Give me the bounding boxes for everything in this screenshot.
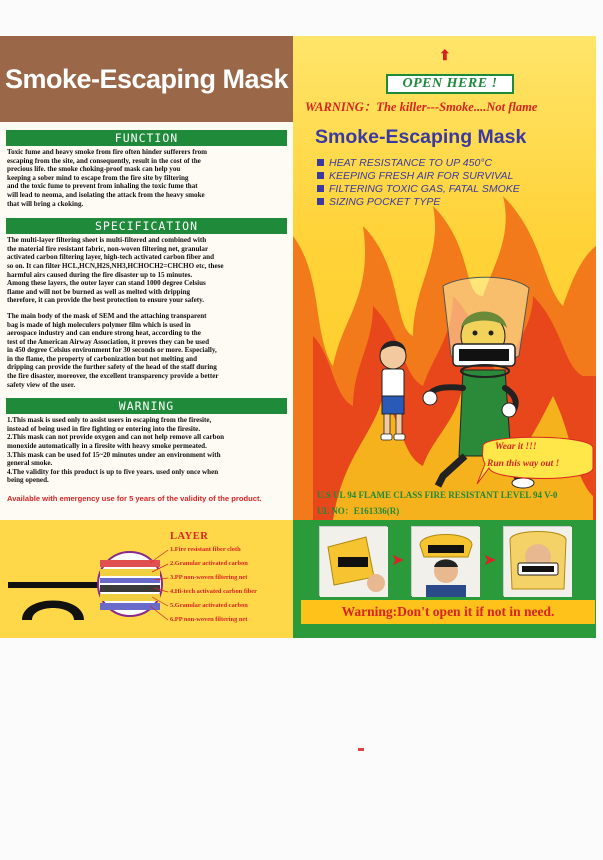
ul-number: UL NO：E161336(R) xyxy=(317,506,400,516)
function-heading: FUNCTION xyxy=(114,131,179,145)
step-arrow-icon: ➤ xyxy=(391,552,405,569)
list-item: 2.This mask can not provide oxygen and can not help remove all carbon xyxy=(7,433,225,442)
text-line: safety view of the user. xyxy=(7,380,76,389)
instructions-panel xyxy=(293,520,596,638)
feature-text: HEAT RESISTANCE TO UP 450°C xyxy=(329,156,493,169)
list-item xyxy=(317,195,520,208)
function-text xyxy=(0,148,293,208)
text-line: activated carbon filtering layer, high-tech activated carbon fiber and xyxy=(7,253,215,262)
layer-label: 5.Granular activated carbon xyxy=(170,602,248,609)
left-title: Smoke-Escaping Mask xyxy=(4,63,289,94)
ul-certification: U.S UL 94 FLAME CLASS FIRE RESISTANT LEVEL 94 V-0 xyxy=(317,490,558,500)
step-photo-3 xyxy=(503,526,571,596)
list-item: 3.This mask can be used fof 15~20 minutes under an environment with xyxy=(7,450,221,459)
text-line: The multi-layer filtering sheet is multi-filtered and combined with xyxy=(7,236,207,245)
layer-label: 2.Granular activated carbon xyxy=(170,560,248,567)
bubble-text-1: Wear it !!! xyxy=(495,442,537,452)
text-line: Among these layers, the outer layer can stand 1000 degree Celsius xyxy=(7,279,206,288)
text-line: The main body of the mask of SEM and the attaching transparent xyxy=(7,311,207,320)
text-line: keeping a sober mind to escape from the fire site by filtering xyxy=(7,173,189,182)
list-item: being opened. xyxy=(7,476,49,485)
feature-text: SIZING POCKET TYPE xyxy=(329,195,441,208)
text-line: dripping can provide the further safety of the head of the staff during xyxy=(7,363,217,372)
right-title: Smoke-Escaping Mask xyxy=(315,126,527,148)
list-item xyxy=(317,182,520,195)
square-bullet-icon xyxy=(317,198,324,205)
square-bullet-icon xyxy=(317,185,324,192)
list-item xyxy=(317,169,520,182)
text-line: so on. It can filter HCL,HCN,H2S,NH3,HCHOCH2=CHCHO etc, these xyxy=(7,261,224,270)
text-line: test of the American Airway Association, it proves they can be used xyxy=(7,337,210,346)
feature-text: FILTERING TOXIC GAS, FATAL SMOKE xyxy=(329,182,520,195)
list-item: 4.The validity for this product is up to five years. used only once when xyxy=(7,467,219,476)
warning-list xyxy=(0,416,293,485)
specification-text-1 xyxy=(0,236,293,305)
up-arrow-icon: ⬆ xyxy=(439,49,451,64)
warning-heading: WARNING xyxy=(118,399,175,414)
bubble-text-2: Run this way out ! xyxy=(487,459,560,469)
text-line: that will bring a ckoking. xyxy=(7,199,84,208)
layer-title: LAYER xyxy=(170,531,209,542)
text-line: aerospace industry and can endure strong heat, according to the xyxy=(7,329,201,338)
mask-body-shape xyxy=(22,601,84,621)
step-arrow-icon: ➤ xyxy=(483,552,497,569)
text-line: flame and will not be burned as well as melted with dripping xyxy=(7,287,191,296)
list-item: 1.This mask is used only to assist users in escaping from the firesite, xyxy=(7,416,212,425)
step-photo-1 xyxy=(319,526,387,596)
left-panel xyxy=(0,36,293,520)
mask-strap-shape xyxy=(8,582,98,588)
text-line: in 450 degree Celsius environment for 30 seconds or more. Especially, xyxy=(7,346,217,355)
layer-label: 3.PP non-woven filtering net xyxy=(170,574,248,581)
feature-list xyxy=(317,156,520,208)
stray-mark xyxy=(358,748,364,751)
step-photo-2 xyxy=(411,526,479,596)
text-line: the material fire resistant fabric, non-woven filtering net, granular xyxy=(7,244,209,253)
warning-headline: WARNING：The killer---Smoke....Not flame xyxy=(305,100,538,114)
layer-label: 1.Fire resistant fiber cloth xyxy=(170,546,241,553)
layer-label: 4.Hi-tech activated carbon fiber xyxy=(170,588,257,595)
specification-text-2 xyxy=(0,312,293,389)
text-line: precious life. the smoke choking-proof mask can help you xyxy=(7,165,181,174)
footer-warning-bar xyxy=(301,600,595,624)
text-line: bag is made of high moleculers polymer film which is used in xyxy=(7,320,191,329)
list-item xyxy=(317,156,520,169)
right-panel xyxy=(293,36,596,520)
left-header xyxy=(0,36,293,122)
list-item: general smoke. xyxy=(7,459,53,468)
list-item: instead of being used in fire fighting or entering into the firesite. xyxy=(7,424,201,433)
layer-panel xyxy=(0,520,293,638)
warning-heading-bar xyxy=(6,398,287,414)
layer-diagram xyxy=(0,520,293,638)
text-line: and the toxic fume to prevent from inhaling the toxic fume that xyxy=(7,182,198,191)
text-line: the fire disaster, moreover, the excellent transparency provide a better xyxy=(7,372,219,381)
list-item: monoxide automatically in a firesite with heavy smoke permeated. xyxy=(7,442,207,451)
specification-heading: SPECIFICATION xyxy=(94,219,198,234)
text-line: will lead to neoma, and isolating the attack from the heavy smoke xyxy=(7,190,205,199)
footer-warning: Warning:Don't open it if not in need. xyxy=(341,604,555,619)
text-line: therefore, it can provide the best protection to ensure your safety. xyxy=(7,296,205,305)
availability-note: Available with emergency use for 5 years of the validity of the product. xyxy=(7,494,262,503)
open-here-tab[interactable] xyxy=(386,74,514,94)
feature-text: KEEPING FRESH AIR FOR SURVIVAL xyxy=(329,169,514,182)
function-heading-bar xyxy=(6,130,287,146)
square-bullet-icon xyxy=(317,172,324,179)
text-line: escaping from the site, and consequently, result in the cost of the xyxy=(7,156,201,165)
specification-heading-bar xyxy=(6,218,287,234)
text-line: Toxic fume and heavy smoke from fire often hinder sufferers from xyxy=(7,148,208,156)
open-here-label: OPEN HERE ! xyxy=(402,76,498,91)
layer-label: 6.PP non-woven filtering net xyxy=(170,616,248,623)
text-line: harmful airs caused during the fire disaster up to 15 minutes. xyxy=(7,270,193,279)
text-line: in the flame, the property of carbonization but not melting and xyxy=(7,354,198,363)
square-bullet-icon xyxy=(317,159,324,166)
